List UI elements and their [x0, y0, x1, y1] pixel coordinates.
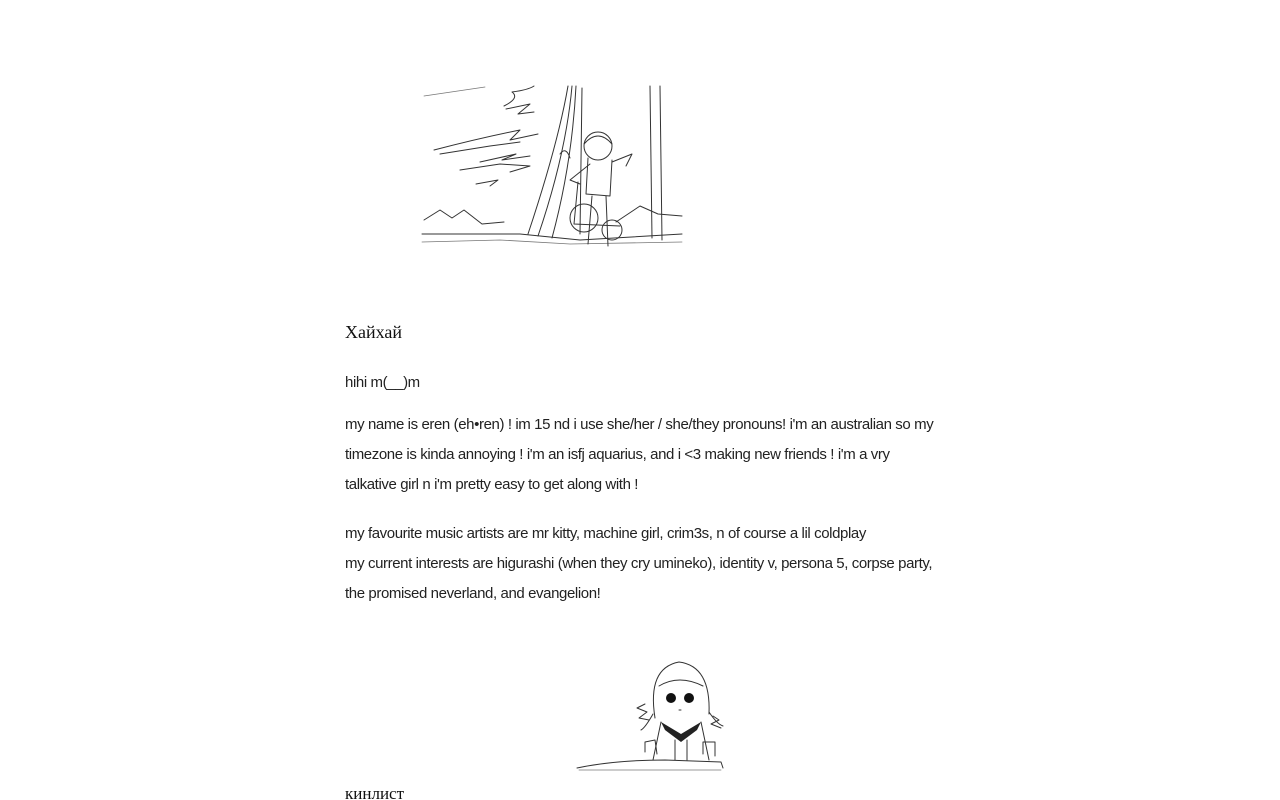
- chibi-girl-sketch-image: [575, 656, 727, 774]
- hero-sketch-image: [420, 84, 690, 256]
- greeting-text: hihi m(__)m: [345, 374, 420, 391]
- interests-text: my current interests are higurashi (when they cry umineko), identity v, persona 5, corpse party, the promised neverland, and evangelion!: [345, 555, 933, 602]
- kinlist-heading: кинлист: [345, 784, 405, 800]
- profile-heading: Хайхай: [345, 322, 403, 342]
- interests-paragraph: [345, 519, 935, 609]
- intro-paragraph: my name is eren (eh•ren) ! im 15 nd i use she/her / she/they pronouns! i'm an australian so my timezone is kinda annoying ! i'm an isfj aquarius, and i <3 making new friends ! i'm a vry talkative girl n i'm pretty easy to get along with !: [345, 416, 934, 493]
- music-text: my favourite music artists are mr kitty, machine girl, crim3s, n of course a lil coldplay: [345, 525, 866, 542]
